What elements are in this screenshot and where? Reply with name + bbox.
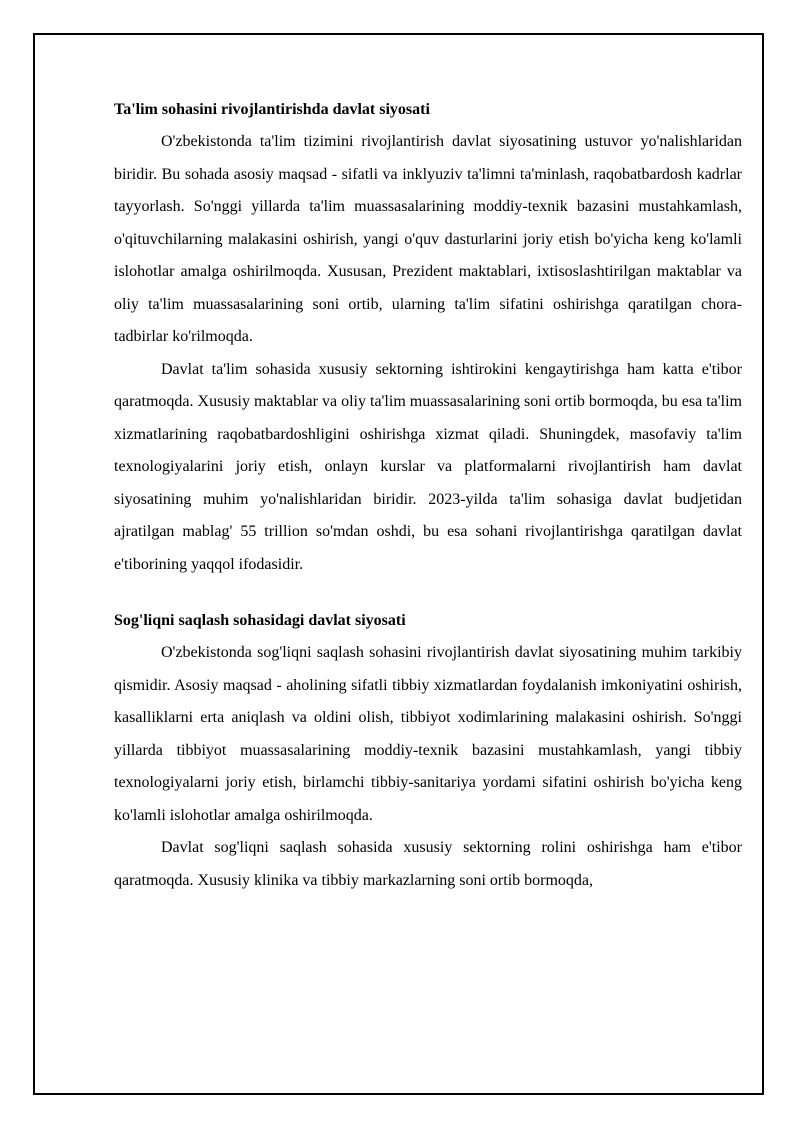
paragraph-education-2: Davlat ta'lim sohasida xususiy sektorning ishtirokini kengaytirishga ham katta e'tibor qaratmoqda. Xususiy maktablar va oliy ta'lim muassasalarining soni ortib bormoqda, bu esa ta'lim xizmatlarining raqobatbardoshligini oshirishga xizmat qiladi. Shuningdek, masofaviy ta'lim texnologiyalarini joriy etish, onlayn kurslar va platformalarni rivojlantirish ham davlat siyosatining muhim yo'nalishlaridan biridir. 2023-yilda ta'lim sohasiga davlat budjetidan ajratilgan mablag' 55 trillion so'mdan oshdi, bu esa sohani rivojlantirishga qaratilgan davlat e'tiborining yaqqol ifodasidir.	[114, 360, 742, 573]
section-heading-healthcare: Sog'liqni saqlash sohasidagi davlat siyosati	[114, 612, 406, 629]
paragraph-healthcare-2: Davlat sog'liqni saqlash sohasida xususiy sektorning rolini oshirishga ham e'tibor qaratmoqda. Xususiy klinika va tibbiy markazlarning soni ortib bormoqda,	[114, 839, 742, 889]
section-heading-education: Ta'lim sohasini rivojlantirishda davlat siyosati	[114, 101, 430, 118]
paragraph-education-1: O'zbekistonda ta'lim tizimini rivojlantirish davlat siyosatining ustuvor yo'nalishlaridan biridir. Bu sohada asosiy maqsad - sifatli va inklyuziv ta'limni ta'minlash, raqobatbardosh kadrlar tayyorlash. So'nggi yillarda ta'lim muassasalarining moddiy-texnik bazasini mustahkamlash, o'qituvchilarning malakasini oshirish, yangi o'quv dasturlarini joriy etish bo'yicha keng ko'lamli islohotlar amalga oshirilmoqda. Xususan, Prezident maktablari, ixtisoslashtirilgan maktablar va oliy ta'lim muassasalarining soni ortib, ularning ta'lim sifatini oshirishga qaratilgan chora-tadbirlar ko'rilmoqda.	[114, 133, 742, 345]
paragraph-healthcare-1: O'zbekistonda sog'liqni saqlash sohasini rivojlantirish davlat siyosatining muhim tarkibiy qismidir. Asosiy maqsad - aholining sifatli tibbiy xizmatlardan foydalanish imkoniyatini oshirish, kasalliklarni erta aniqlash va oldini olish, tibbiyot xodimlarining malakasini oshirish. So'nggi yillarda tibbiyot muassasalarining moddiy-texnik bazasini mustahkamlash, yangi tibbiy texnologiyalarni joriy etish, birlamchi tibbiy-sanitariya yordami sifatini oshirish bo'yicha keng ko'lamli islohotlar amalga oshirilmoqda.	[114, 644, 742, 824]
document-body	[114, 94, 742, 897]
